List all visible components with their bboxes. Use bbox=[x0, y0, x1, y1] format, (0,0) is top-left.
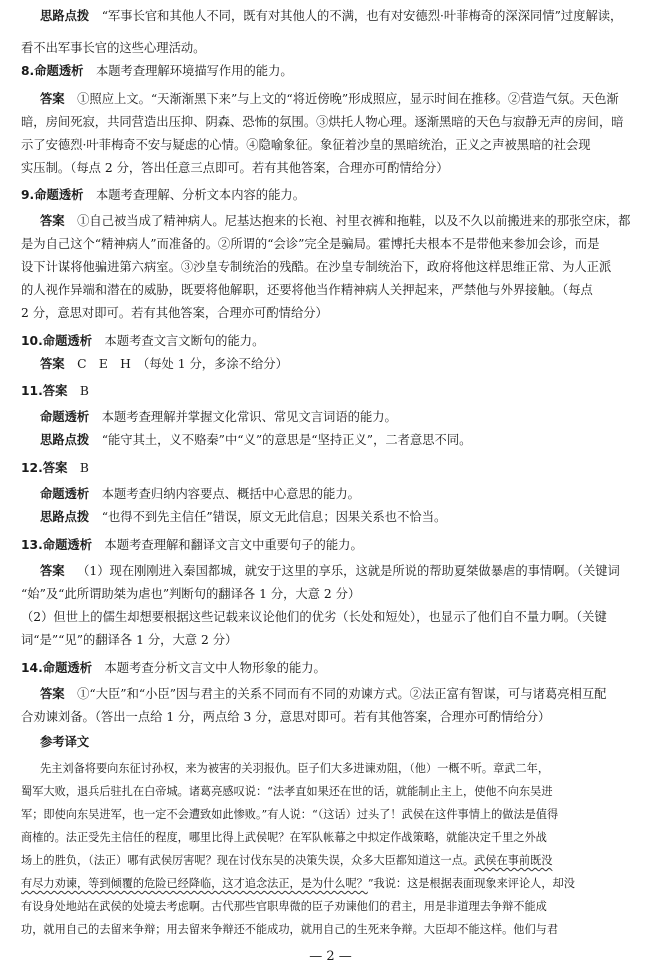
text-line bbox=[40, 355, 288, 373]
section-heading: 命题透析 bbox=[42, 538, 92, 552]
line-text: 本题考查理解和翻译文言文中重要句子的能力。 bbox=[104, 538, 363, 552]
section-heading: 答案 bbox=[42, 461, 68, 475]
section-heading: 答案 bbox=[40, 214, 65, 228]
text-line bbox=[21, 281, 593, 299]
line-text: 场上的胜负，（法正）哪有武侯厉害呢？现在讨伐东吴的决策失误，众多大臣都知道这一点。 bbox=[21, 854, 475, 867]
text-line bbox=[21, 898, 547, 915]
text-line bbox=[40, 760, 549, 777]
text-line bbox=[21, 829, 547, 846]
text-line bbox=[21, 235, 600, 253]
question-number: 10. bbox=[21, 334, 43, 348]
line-text: 合劝谏刘备。（答出一点给 1 分，两点给 3 分，意思对即可。若有其他答案，合理亦可酌情给分） bbox=[21, 710, 551, 724]
line-text: “军事长官和其他人不同，既有对其他人的不满，也有对安德烈·叶菲梅奇的深深同情”过度解读， bbox=[101, 9, 623, 23]
question-number: 13. bbox=[21, 538, 43, 552]
line-text: 2 分，意思对即可。若有其他答案，合理亦可酌情给分） bbox=[21, 306, 328, 320]
question-number: 8. bbox=[21, 64, 35, 78]
section-heading: 答案 bbox=[40, 564, 65, 578]
line-text: 本题考查归纳内容要点、概括中心意思的能力。 bbox=[101, 487, 360, 501]
text-line bbox=[21, 852, 552, 869]
line-text: B bbox=[79, 461, 89, 475]
text-line bbox=[21, 806, 558, 823]
line-text: 先主刘备将要向东征讨孙权，来为被害的关羽报仇。臣子们大多进谏劝阻，（他）一概不听。章武二年， bbox=[40, 762, 550, 775]
text-line bbox=[21, 382, 89, 400]
text-line bbox=[21, 332, 264, 350]
text-line bbox=[40, 212, 630, 230]
text-line bbox=[40, 485, 360, 503]
wavy-underlined-text: 有尽力劝谏，等到倾覆的危险已经降临，这才追念法正，是为什么呢？ bbox=[21, 877, 368, 890]
line-text: 是为自己这个“精神病人”而准备的。②所谓的“会诊”完全是骗局。霍博托夫根本不是带他来参加会诊，而是 bbox=[21, 237, 600, 251]
line-text: 功，就用自己的去留来争辩；用去留来争辩还不能成功，就用自己的生死来争辩。大臣却不能这样。他们与君 bbox=[21, 923, 559, 936]
line-text: 本题考查理解环境描写作用的能力。 bbox=[95, 64, 293, 78]
line-text: ①照应上文。“天渐渐黑下来”与上文的“将近傍晚”形成照应，显示时间在推移。②营造气氛。天色渐 bbox=[77, 92, 619, 106]
line-text: 词“是”“见”的翻译各 1 分，大意 2 分） bbox=[21, 633, 238, 647]
section-heading: 思路点拨 bbox=[40, 510, 90, 524]
text-line bbox=[21, 159, 449, 177]
line-text: “也得不到先主信任”错误，原文无此信息；因果关系也不恰当。 bbox=[101, 510, 447, 524]
section-heading: 思路点拨 bbox=[40, 9, 90, 23]
text-line bbox=[40, 562, 620, 580]
text-line bbox=[40, 7, 622, 25]
text-line bbox=[21, 186, 305, 204]
section-heading: 答案 bbox=[40, 687, 65, 701]
line-text: 本题考查理解、分析文本内容的能力。 bbox=[95, 188, 305, 202]
line-text: C E H （每处 1 分，多涂不给分） bbox=[77, 357, 288, 371]
line-text: （1）现在刚刚进入秦国都城，就安于这里的享乐，这就是所说的帮助夏桀做暴虐的事情啊。（关键词 bbox=[77, 564, 620, 578]
text-line bbox=[21, 708, 550, 726]
text-line bbox=[21, 631, 237, 649]
section-heading: 命题透析 bbox=[34, 64, 84, 78]
text-line bbox=[21, 783, 553, 800]
question-number: 14. bbox=[21, 661, 43, 675]
line-text: 设下计谋将他骗进第六病室。③沙皇专制统治的残酷。在沙皇专制统治下，政府将他这样思维正常、为人正派 bbox=[21, 260, 612, 274]
line-text: （2）但世上的儒生却想要根据这些记载来议论他们的优劣（长处和短处），也显示了他们自不量力啊。（关键 bbox=[21, 610, 607, 624]
text-line bbox=[21, 113, 624, 131]
line-text: 暗，房间死寂，共同营造出压抑、阴森、恐怖的氛围。③烘托人物心理。逐渐黑暗的天色与寂静无声的房间，暗 bbox=[21, 115, 624, 129]
line-text: 本题考查理解并掌握文化常识、常见文言词语的能力。 bbox=[101, 410, 397, 424]
text-line bbox=[21, 875, 575, 892]
section-heading: 答案 bbox=[40, 357, 65, 371]
section-heading: 答案 bbox=[40, 92, 65, 106]
section-heading: 命题透析 bbox=[40, 487, 90, 501]
text-line bbox=[21, 585, 360, 603]
line-text: 商榷的。法正受先主信任的程度，哪里比得上武侯呢？在军队帐幕之中拟定作战策略，就能决定千里之外战 bbox=[21, 831, 547, 844]
question-number: 12. bbox=[21, 461, 43, 475]
text-line bbox=[40, 508, 446, 526]
line-text: 实压制。（每点 2 分，答出任意三点即可。若有其他答案，合理亦可酌情给分） bbox=[21, 161, 449, 175]
section-heading: 参考译文 bbox=[40, 735, 90, 749]
text-line bbox=[21, 136, 591, 154]
page-number: — 2 — bbox=[309, 949, 352, 964]
line-text: 示了安德烈·叶菲梅奇不安与疑虑的心情。④隐喻象征。象征着沙皇的黑暗统治，正义之声被黑暗的社会现 bbox=[21, 138, 591, 152]
text-line bbox=[40, 431, 471, 449]
text-line bbox=[21, 258, 611, 276]
question-number: 11. bbox=[21, 384, 43, 398]
section-heading: 思路点拨 bbox=[40, 433, 90, 447]
wavy-underlined-text: 武侯在事前既没 bbox=[474, 854, 553, 867]
text-line bbox=[21, 921, 558, 938]
text-line bbox=[21, 459, 89, 477]
text-line bbox=[40, 90, 619, 108]
line-text: 蜀军大败，退兵后驻扎在白帝城。诸葛亮感叹说：“法孝直如果还在世的话，就能制止主上，使他不向东吴进 bbox=[21, 785, 553, 798]
line-text: “始”及“此所谓助桀为虐也”判断句的翻译各 1 分，大意 2 分） bbox=[21, 587, 361, 601]
line-text: 看不出军事长官的这些心理活动。 bbox=[21, 41, 206, 55]
line-text: ①自己被当成了精神病人。尼基达抱来的长袍、衬里衣裤和拖鞋，以及不久以前搬进来的那张空床，都 bbox=[77, 214, 631, 228]
section-heading: 命题透析 bbox=[42, 661, 92, 675]
section-heading: 命题透析 bbox=[40, 410, 90, 424]
line-text: 有设身处地站在武侯的处境去考虑啊。古代那些官职卑微的臣子劝谏他们的君主，用是非道理去争辩不能成 bbox=[21, 900, 547, 913]
text-line bbox=[21, 62, 293, 80]
text-line bbox=[40, 408, 397, 426]
text-line bbox=[21, 304, 328, 322]
text-line bbox=[21, 536, 363, 554]
line-text: 本题考查文言文断句的能力。 bbox=[104, 334, 265, 348]
text-line bbox=[21, 608, 607, 626]
line-text: 本题考查分析文言文中人物形象的能力。 bbox=[104, 661, 326, 675]
line-text: B bbox=[79, 384, 89, 398]
line-text: “能守其土，义不赂秦”中“义”的意思是“坚持正义”，二者意思不同。 bbox=[101, 433, 472, 447]
text-line bbox=[21, 39, 205, 57]
line-text: ①“大臣”和“小臣”因与君主的关系不同而有不同的劝谏方式。②法正富有智谋，可与诸葛亮相互配 bbox=[77, 687, 607, 701]
text-line bbox=[40, 685, 606, 703]
text-line bbox=[21, 659, 326, 677]
text-line bbox=[40, 733, 102, 751]
line-text: ”我说：这是根据表面现象来评论人，却没 bbox=[367, 877, 575, 890]
section-heading: 命题透析 bbox=[34, 188, 84, 202]
section-heading: 答案 bbox=[42, 384, 68, 398]
line-text: 军；即使向东吴进军，也一定不会遭致如此惨败。”有人说：“（这话）过头了！武侯在这件事情上的做法是值得 bbox=[21, 808, 559, 821]
question-number: 9. bbox=[21, 188, 35, 202]
section-heading: 命题透析 bbox=[42, 334, 92, 348]
line-text: 的人视作异端和潜在的威胁，既要将他解职，还要将他当作精神病人关押起来，严禁他与外界接触。（每点 bbox=[21, 283, 593, 297]
